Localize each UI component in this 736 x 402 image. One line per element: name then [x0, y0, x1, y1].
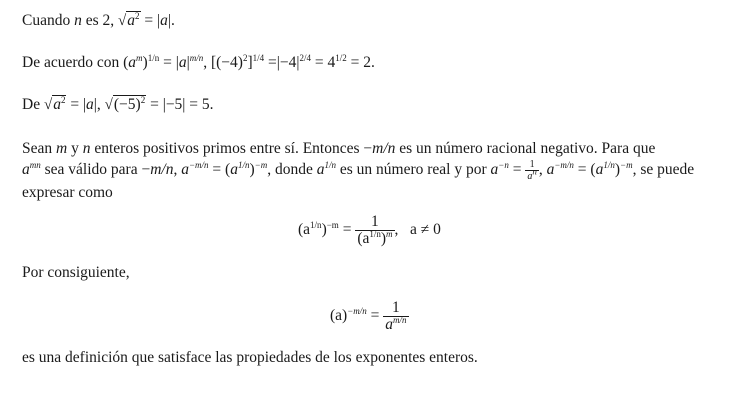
text: =|−4| [264, 54, 300, 71]
line-sqrt-examples [22, 95, 214, 115]
text: , [538, 161, 547, 179]
text: = | [140, 12, 161, 29]
text: Sean [22, 140, 57, 157]
var-n: n [82, 140, 91, 157]
var-a: a [230, 161, 238, 179]
exp: m [136, 52, 143, 63]
var-a: a [86, 96, 94, 113]
exp: 1/4 [252, 52, 265, 63]
text: enteros positivos primos entre sí. Entonces − [90, 140, 373, 157]
var-a: a [316, 161, 325, 179]
exp: 1/n [147, 52, 160, 63]
neg5: (−5) [113, 96, 141, 113]
text: = [508, 161, 526, 179]
var-a: a [127, 12, 135, 29]
text: | [186, 54, 190, 71]
fraction-one-over-a1n-m [355, 214, 394, 247]
text: , [(−4) [203, 54, 243, 71]
exp: −m/n [188, 159, 209, 170]
sqrt-neg5-squared: $√(-5)^2$ [104, 94, 146, 113]
exp: −m/n [554, 159, 574, 170]
text: (a [357, 230, 370, 247]
text: , se puede expresar como [22, 161, 695, 201]
exp: −m [620, 159, 633, 170]
paragraph-coprime [22, 138, 722, 203]
numerator: 1 [355, 214, 394, 231]
exp: n [532, 166, 537, 177]
exp: 1/n [369, 228, 381, 239]
denominator [525, 166, 539, 182]
exp: −m [326, 219, 339, 230]
text: |, [93, 96, 105, 113]
condition: a ≠ 0 [410, 221, 441, 239]
text: = ( [208, 161, 231, 179]
text: = 4 [310, 54, 336, 71]
exp: 2 [135, 10, 140, 21]
text: sea válido para − [40, 161, 151, 179]
line-according-to [22, 53, 375, 73]
text: = 2. [346, 54, 375, 71]
exp: 1/n [324, 159, 336, 170]
exp: 1/n [237, 159, 250, 170]
text: ) [142, 54, 148, 71]
var-a: a [53, 96, 61, 113]
var-a: a [595, 161, 604, 179]
exp: m [386, 228, 393, 239]
text: (a) [330, 307, 348, 325]
text: es una definición que satisface las propiedades de los exponentes enteros. [22, 349, 478, 366]
text: es un número racional negativo. Para que [395, 140, 656, 157]
text: ] [247, 54, 253, 71]
exp: −m/n [347, 305, 367, 316]
numerator: 1 [525, 159, 539, 171]
equals-sign: = [342, 221, 352, 239]
line-definition [22, 348, 478, 368]
text: ) [321, 221, 327, 239]
line-therefore [22, 263, 130, 283]
text: = ( [573, 161, 596, 179]
var-a: a [527, 171, 533, 182]
exp: m/n [393, 314, 407, 325]
exp: 2 [242, 52, 248, 63]
fraction-one-over-a-n [525, 159, 539, 182]
text: ) [614, 161, 621, 179]
exp: 2 [60, 94, 66, 105]
text: (a [298, 221, 311, 239]
line-when-n-is-2 [22, 11, 175, 31]
display-equation-1: $(a^{1/n})^{-m}$ = $\frac{1}{(a^{1/n})^m}$ , a ≠ 0 [298, 213, 441, 247]
denominator [383, 314, 408, 333]
sqrt-a-squared: $√a^2$ [118, 10, 140, 29]
var-a: a [160, 12, 168, 29]
exp: mn [29, 159, 41, 170]
exp: 1/n [310, 219, 322, 230]
var-n: n [74, 12, 82, 29]
denominator [355, 228, 394, 247]
numerator: 1 [383, 300, 408, 317]
text: ) [249, 161, 255, 179]
text: Por consiguiente, [22, 264, 130, 281]
var-a: a [128, 54, 137, 71]
text: = | [66, 96, 87, 113]
text: = | [159, 54, 179, 71]
exp: m/n [189, 52, 204, 63]
text: De [22, 96, 44, 113]
var-a: a [546, 161, 555, 179]
exp: 1/n [603, 159, 615, 170]
text: Cuando [22, 12, 75, 29]
text: , [173, 161, 182, 179]
exp: −m [254, 159, 268, 170]
var-m: m [56, 140, 68, 157]
text: De acuerdo con ( [22, 54, 129, 71]
var-a: a [22, 161, 30, 179]
sqrt-a-squared: $√a^2$ [43, 94, 66, 113]
text: = |−5| = 5. [146, 96, 214, 113]
text: es 2, [81, 12, 119, 29]
var-mn: m/n [150, 161, 174, 179]
exp: 1/2 [335, 52, 347, 63]
display-equation-2 [330, 300, 409, 333]
exp: 2/4 [299, 52, 311, 63]
var-mn: m/n [372, 140, 396, 157]
var-a: a [181, 161, 189, 179]
fraction-one-over-a-mn [383, 300, 408, 333]
exp: −n [498, 159, 509, 170]
text: |. [167, 12, 175, 29]
equals-sign: = [370, 307, 380, 325]
var-a: a [385, 316, 394, 333]
text: es un número real y por [335, 161, 491, 179]
exp: 2 [140, 94, 146, 105]
text: ) [380, 230, 387, 247]
text: , donde [267, 161, 317, 179]
var-a: a [178, 54, 187, 71]
text: y [67, 140, 83, 157]
var-a: a [490, 161, 499, 179]
